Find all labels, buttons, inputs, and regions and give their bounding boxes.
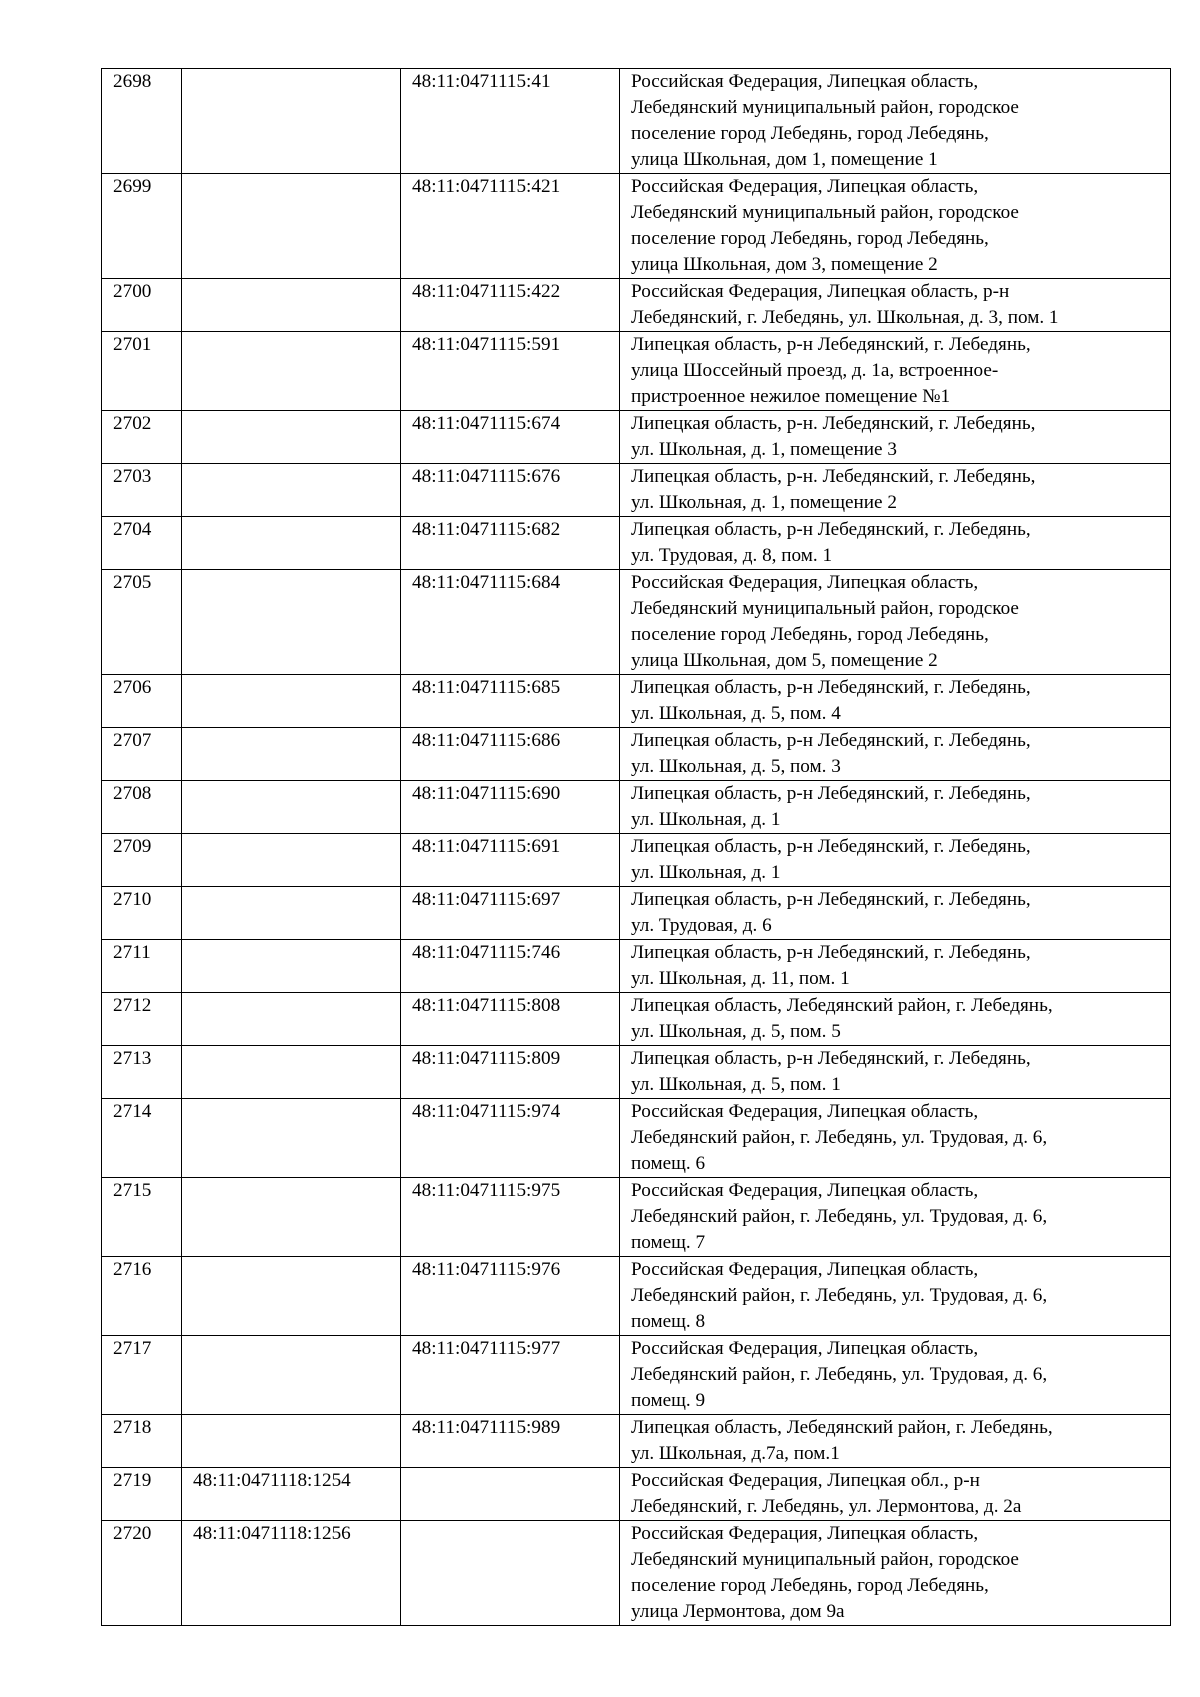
object-cadastral-number-cell: 48:11:0471115:691	[401, 834, 620, 887]
object-cadastral-number-cell: 48:11:0471115:989	[401, 1415, 620, 1468]
address-line: Российская Федерация, Липецкая область,	[631, 1523, 979, 1544]
address-line: Липецкая область, Лебедянский район, г. Лебедянь,	[631, 1417, 1053, 1438]
address-cell	[620, 1257, 1171, 1336]
address-line: Российская Федерация, Липецкая область,	[631, 176, 979, 197]
address-line: Липецкая область, р-н. Лебедянский, г. Лебедянь,	[631, 413, 1036, 434]
object-cadastral-number-cell: 48:11:0471115:685	[401, 675, 620, 728]
address-line: Липецкая область, р-н Лебедянский, г. Лебедянь,	[631, 836, 1031, 857]
address-line: Российская Федерация, Липецкая область,	[631, 71, 979, 92]
row-number-cell: 2717	[102, 1336, 182, 1415]
address-line: ул. Трудовая, д. 6	[631, 915, 772, 936]
address-cell	[620, 1415, 1171, 1468]
address-line: Российская Федерация, Липецкая область,	[631, 1259, 979, 1280]
table-row	[102, 570, 1171, 675]
address-line: ул. Школьная, д. 5, пом. 5	[631, 1021, 841, 1042]
row-number-cell: 2707	[102, 728, 182, 781]
address-cell	[620, 174, 1171, 279]
address-line: поселение город Лебедянь, город Лебедянь,	[631, 123, 989, 144]
table-row	[102, 174, 1171, 279]
object-cadastral-number-cell: 48:11:0471115:976	[401, 1257, 620, 1336]
land-cadastral-number-cell	[182, 728, 401, 781]
row-number-cell: 2714	[102, 1099, 182, 1178]
object-cadastral-number-cell: 48:11:0471115:690	[401, 781, 620, 834]
object-cadastral-number-cell: 48:11:0471115:591	[401, 332, 620, 411]
registry-table-body	[102, 69, 1171, 1626]
address-line: Российская Федерация, Липецкая область,	[631, 1338, 979, 1359]
land-cadastral-number-cell	[182, 517, 401, 570]
address-cell	[620, 993, 1171, 1046]
address-line: Лебедянский район, г. Лебедянь, ул. Трудовая, д. 6,	[631, 1285, 1048, 1306]
address-line: помещ. 8	[631, 1311, 706, 1332]
land-cadastral-number-cell	[182, 279, 401, 332]
table-row	[102, 993, 1171, 1046]
object-cadastral-number-cell: 48:11:0471115:686	[401, 728, 620, 781]
address-line: Липецкая область, р-н Лебедянский, г. Лебедянь,	[631, 783, 1031, 804]
address-line: Российская Федерация, Липецкая область,	[631, 1101, 979, 1122]
address-line: Лебедянский район, г. Лебедянь, ул. Трудовая, д. 6,	[631, 1364, 1048, 1385]
address-line: Лебедянский, г. Лебедянь, ул. Лермонтова, д. 2а	[631, 1496, 1022, 1517]
address-line: улица Школьная, дом 5, помещение 2	[631, 650, 938, 671]
address-line: помещ. 6	[631, 1153, 706, 1174]
land-cadastral-number-cell	[182, 781, 401, 834]
address-line: улица Шоссейный проезд, д. 1а, встроенное-	[631, 360, 999, 381]
land-cadastral-number-cell	[182, 1178, 401, 1257]
table-row	[102, 1336, 1171, 1415]
address-line: Липецкая область, р-н Лебедянский, г. Лебедянь,	[631, 677, 1031, 698]
object-cadastral-number-cell	[401, 1468, 620, 1521]
object-cadastral-number-cell: 48:11:0471115:809	[401, 1046, 620, 1099]
address-cell	[620, 728, 1171, 781]
land-cadastral-number-cell	[182, 1257, 401, 1336]
address-line: ул. Школьная, д. 5, пом. 1	[631, 1074, 841, 1095]
address-line: Лебедянский муниципальный район, городское	[631, 202, 1019, 223]
land-cadastral-number-cell	[182, 332, 401, 411]
land-cadastral-number-cell	[182, 464, 401, 517]
table-row	[102, 411, 1171, 464]
address-line: Липецкая область, р-н. Лебедянский, г. Лебедянь,	[631, 466, 1036, 487]
row-number-cell: 2712	[102, 993, 182, 1046]
registry-table	[101, 68, 1171, 1626]
address-line: Лебедянский муниципальный район, городское	[631, 598, 1019, 619]
row-number-cell: 2708	[102, 781, 182, 834]
row-number-cell: 2702	[102, 411, 182, 464]
row-number-cell: 2718	[102, 1415, 182, 1468]
address-line: Липецкая область, р-н Лебедянский, г. Лебедянь,	[631, 730, 1031, 751]
address-line: поселение город Лебедянь, город Лебедянь,	[631, 624, 989, 645]
address-line: Лебедянский муниципальный район, городское	[631, 1549, 1019, 1570]
row-number-cell: 2719	[102, 1468, 182, 1521]
table-row	[102, 517, 1171, 570]
table-row	[102, 675, 1171, 728]
table-row	[102, 781, 1171, 834]
address-cell	[620, 1046, 1171, 1099]
object-cadastral-number-cell: 48:11:0471115:974	[401, 1099, 620, 1178]
address-line: Липецкая область, р-н Лебедянский, г. Лебедянь,	[631, 889, 1031, 910]
address-cell	[620, 940, 1171, 993]
address-line: Липецкая область, р-н Лебедянский, г. Лебедянь,	[631, 1048, 1031, 1069]
table-row	[102, 1468, 1171, 1521]
land-cadastral-number-cell: 48:11:0471118:1256	[182, 1521, 401, 1626]
address-line: ул. Школьная, д. 1	[631, 809, 781, 830]
address-cell	[620, 887, 1171, 940]
address-line: улица Лермонтова, дом 9а	[631, 1601, 845, 1622]
land-cadastral-number-cell	[182, 1099, 401, 1178]
land-cadastral-number-cell	[182, 69, 401, 174]
land-cadastral-number-cell	[182, 940, 401, 993]
address-line: ул. Трудовая, д. 8, пом. 1	[631, 545, 833, 566]
land-cadastral-number-cell	[182, 887, 401, 940]
table-row	[102, 834, 1171, 887]
land-cadastral-number-cell	[182, 1336, 401, 1415]
address-line: помещ. 7	[631, 1232, 706, 1253]
table-row	[102, 1178, 1171, 1257]
land-cadastral-number-cell	[182, 834, 401, 887]
address-line: Лебедянский муниципальный район, городское	[631, 97, 1019, 118]
address-line: поселение город Лебедянь, город Лебедянь,	[631, 228, 989, 249]
address-line: Российская Федерация, Липецкая область,	[631, 572, 979, 593]
land-cadastral-number-cell	[182, 675, 401, 728]
address-cell	[620, 279, 1171, 332]
row-number-cell: 2700	[102, 279, 182, 332]
land-cadastral-number-cell: 48:11:0471118:1254	[182, 1468, 401, 1521]
address-line: Лебедянский район, г. Лебедянь, ул. Трудовая, д. 6,	[631, 1206, 1048, 1227]
object-cadastral-number-cell: 48:11:0471115:674	[401, 411, 620, 464]
address-line: улица Школьная, дом 3, помещение 2	[631, 254, 938, 275]
address-line: Липецкая область, Лебедянский район, г. Лебедянь,	[631, 995, 1053, 1016]
address-cell	[620, 332, 1171, 411]
table-row	[102, 728, 1171, 781]
row-number-cell: 2704	[102, 517, 182, 570]
row-number-cell: 2710	[102, 887, 182, 940]
address-cell	[620, 1178, 1171, 1257]
address-line: пристроенное нежилое помещение №1	[631, 386, 951, 407]
object-cadastral-number-cell: 48:11:0471115:684	[401, 570, 620, 675]
object-cadastral-number-cell: 48:11:0471115:977	[401, 1336, 620, 1415]
address-line: Лебедянский, г. Лебедянь, ул. Школьная, д. 3, пом. 1	[631, 307, 1059, 328]
row-number-cell: 2701	[102, 332, 182, 411]
address-line: поселение город Лебедянь, город Лебедянь,	[631, 1575, 989, 1596]
row-number-cell: 2709	[102, 834, 182, 887]
address-cell	[620, 1521, 1171, 1626]
land-cadastral-number-cell	[182, 1415, 401, 1468]
table-row	[102, 464, 1171, 517]
row-number-cell: 2699	[102, 174, 182, 279]
address-cell	[620, 517, 1171, 570]
row-number-cell: 2705	[102, 570, 182, 675]
row-number-cell: 2711	[102, 940, 182, 993]
object-cadastral-number-cell: 48:11:0471115:41	[401, 69, 620, 174]
land-cadastral-number-cell	[182, 993, 401, 1046]
object-cadastral-number-cell: 48:11:0471115:697	[401, 887, 620, 940]
row-number-cell: 2713	[102, 1046, 182, 1099]
table-row	[102, 332, 1171, 411]
table-row	[102, 1257, 1171, 1336]
table-row	[102, 1099, 1171, 1178]
address-line: Лебедянский район, г. Лебедянь, ул. Трудовая, д. 6,	[631, 1127, 1048, 1148]
address-line: ул. Школьная, д. 5, пом. 3	[631, 756, 841, 777]
address-line: ул. Школьная, д. 1, помещение 3	[631, 439, 897, 460]
object-cadastral-number-cell: 48:11:0471115:682	[401, 517, 620, 570]
object-cadastral-number-cell: 48:11:0471115:676	[401, 464, 620, 517]
address-line: Липецкая область, р-н Лебедянский, г. Лебедянь,	[631, 334, 1031, 355]
object-cadastral-number-cell: 48:11:0471115:421	[401, 174, 620, 279]
table-row	[102, 279, 1171, 332]
address-cell	[620, 1468, 1171, 1521]
address-cell	[620, 834, 1171, 887]
table-row	[102, 69, 1171, 174]
address-line: ул. Школьная, д. 11, пом. 1	[631, 968, 850, 989]
row-number-cell: 2716	[102, 1257, 182, 1336]
address-line: помещ. 9	[631, 1390, 706, 1411]
row-number-cell: 2703	[102, 464, 182, 517]
table-row	[102, 1415, 1171, 1468]
address-line: Липецкая область, р-н Лебедянский, г. Лебедянь,	[631, 519, 1031, 540]
row-number-cell: 2715	[102, 1178, 182, 1257]
address-cell	[620, 1336, 1171, 1415]
object-cadastral-number-cell: 48:11:0471115:808	[401, 993, 620, 1046]
address-line: Российская Федерация, Липецкая область,	[631, 1180, 979, 1201]
land-cadastral-number-cell	[182, 174, 401, 279]
address-line: Российская Федерация, Липецкая обл., р-н	[631, 1470, 980, 1491]
address-line: Российская Федерация, Липецкая область, р-н	[631, 281, 1010, 302]
object-cadastral-number-cell: 48:11:0471115:975	[401, 1178, 620, 1257]
object-cadastral-number-cell	[401, 1521, 620, 1626]
address-line: Липецкая область, р-н Лебедянский, г. Лебедянь,	[631, 942, 1031, 963]
row-number-cell: 2720	[102, 1521, 182, 1626]
row-number-cell: 2698	[102, 69, 182, 174]
table-row	[102, 940, 1171, 993]
address-cell	[620, 570, 1171, 675]
table-row	[102, 1046, 1171, 1099]
address-cell	[620, 69, 1171, 174]
address-line: ул. Школьная, д. 1	[631, 862, 781, 883]
land-cadastral-number-cell	[182, 570, 401, 675]
address-cell	[620, 464, 1171, 517]
address-line: ул. Школьная, д. 1, помещение 2	[631, 492, 897, 513]
table-row	[102, 887, 1171, 940]
object-cadastral-number-cell: 48:11:0471115:746	[401, 940, 620, 993]
table-row	[102, 1521, 1171, 1626]
row-number-cell: 2706	[102, 675, 182, 728]
address-cell	[620, 411, 1171, 464]
address-cell	[620, 675, 1171, 728]
address-line: улица Школьная, дом 1, помещение 1	[631, 149, 938, 170]
address-cell	[620, 1099, 1171, 1178]
object-cadastral-number-cell: 48:11:0471115:422	[401, 279, 620, 332]
land-cadastral-number-cell	[182, 411, 401, 464]
land-cadastral-number-cell	[182, 1046, 401, 1099]
address-line: ул. Школьная, д. 5, пом. 4	[631, 703, 841, 724]
address-cell	[620, 781, 1171, 834]
address-line: ул. Школьная, д.7а, пом.1	[631, 1443, 840, 1464]
